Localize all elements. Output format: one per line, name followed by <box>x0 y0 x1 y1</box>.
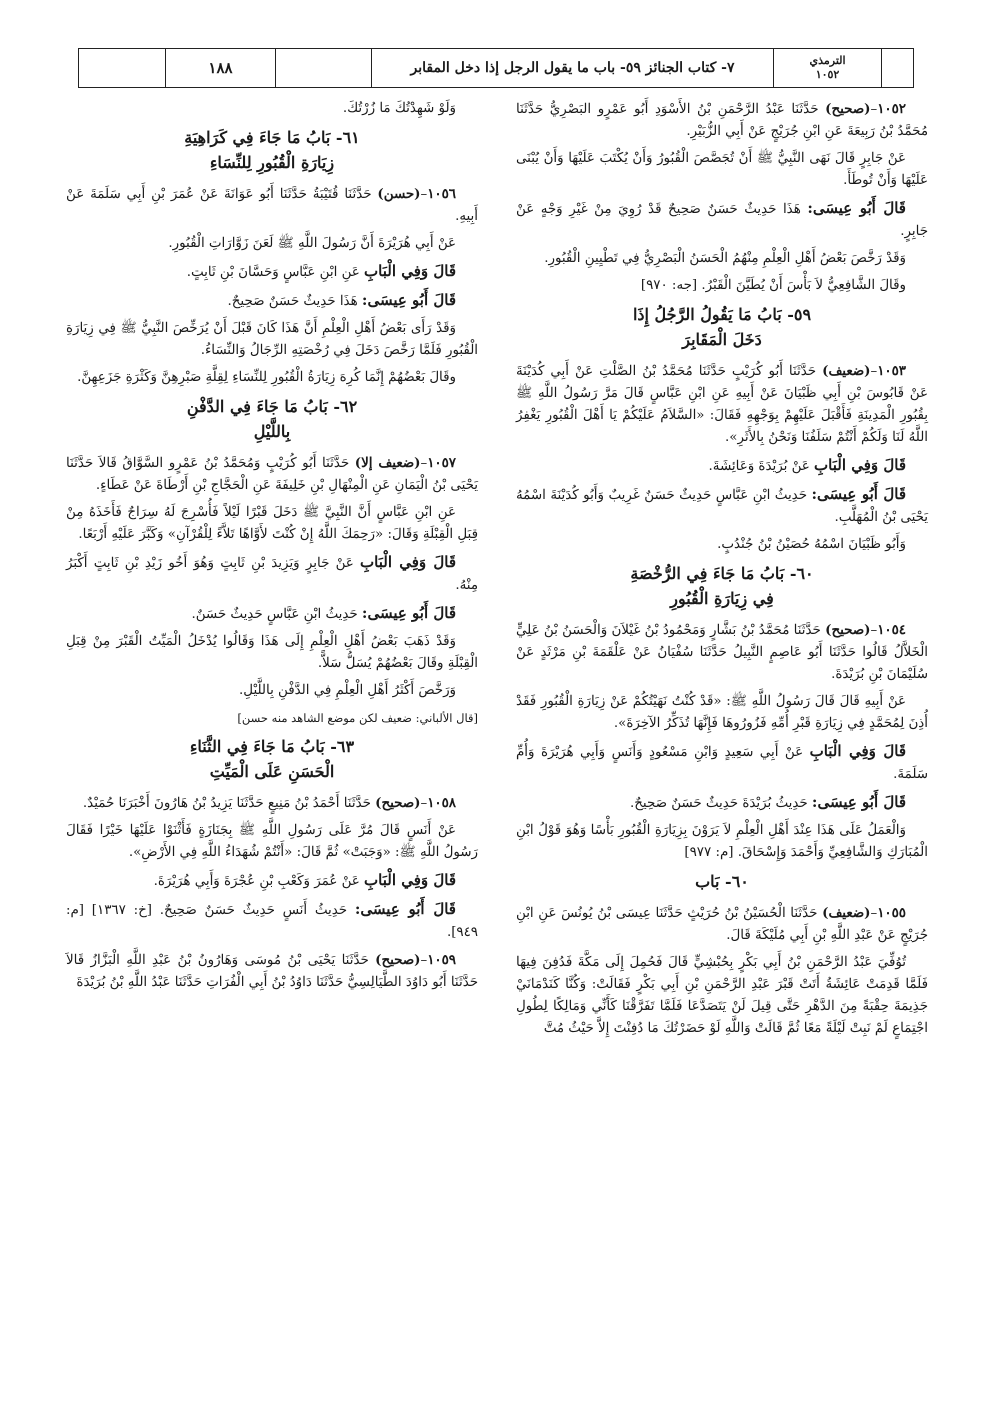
commentary-text: عَنْ جَابِرٍ وَيَزِيدَ بْنِ ثَابِتٍ وَهُوَ أَخُو زَيْدِ بْنِ ثَابِتٍ أَكْبَرُ مِنْهُ. <box>66 556 478 593</box>
commentary-lead: قَالَ وَفِي الْبَابِ <box>364 262 456 280</box>
chapter-line-1: ٦٠- بَابُ مَا جَاءَ فِي الرُّخْصَةِ <box>630 564 814 583</box>
commentary-paragraph <box>516 791 928 815</box>
header-book-ref: الترمذي <box>809 54 846 67</box>
commentary-paragraph <box>66 602 478 626</box>
text-paragraph: تُوُفِّيَ عَبْدُ الرَّحْمَنِ بْنُ أَبِي بَكْرٍ بِحُبْشِيٍّ قَالَ فَحُمِلَ إِلَى مَكَّةَ فَدُفِنَ فِيهَا فَلَمَّا قَدِمَتْ عَائِشَةُ أَتَتْ قَبْرَ عَبْدِ الرَّحْمَنِ بْنِ أَبِي بَكْرٍ فَقَالَتْ: وَكُنَّا كَنَدْمَانَيْ جَذِيمَةَ حِقْبَةً مِنَ الدَّهْرِ حَتَّى قِيلَ لَنْ يَتَصَدَّعَا فَلَمَّا تَفَرَّقْنَا كَأَنِّي وَمَالِكًا لِطُولِ اجْتِمَاعٍ لَمْ نَبِتْ لَيْلَةً مَعًا ثُمَّ قَالَتْ وَاللَّهِ لَوْ حَضَرْتُكَ مَا دُفِنْتَ إِلاَّ حَيْثُ مُتَّ <box>516 955 928 1036</box>
hadith-number: ١٠٥٧ <box>427 455 456 471</box>
commentary-lead: قَالَ أَبُو عِيسَى: <box>354 900 456 918</box>
chapter-line-2: فِي زِيَارَةِ الْقُبُورِ <box>670 589 774 608</box>
header-hadith-reference <box>773 49 881 87</box>
albani-note: [قال الألباني: ضعيف لكن موضع الشاهد منه حسن] <box>237 711 478 725</box>
left-column <box>66 98 478 999</box>
commentary-lead: قَالَ وَفِي الْبَابِ <box>809 742 906 760</box>
text-paragraph: وقَالَ بَعْضُهُمْ إِنَّمَا كُرِهَ زِيَارَةُ الْقُبُورِ لِلنِّسَاءِ لِقِلَّةِ صَبْرِهِنَّ وَكَثْرَةِ جَزَعِهِنَّ. <box>77 370 456 385</box>
text-paragraph: عَنْ أَنَسٍ قَالَ مُرَّ عَلَى رَسُولِ اللَّهِ ﷺ بِجَنَازَةٍ فَأَثْنَوْا عَلَيْهَا خَيْرًا فَقَالَ رَسُولُ اللَّهِ ﷺ: «وَجَبَتْ» ثُمَّ قَالَ: «أَنْتُمْ شُهَدَاءُ اللَّهِ فِي الأَرْضِ». <box>66 823 478 860</box>
commentary-text: حَدِيثُ بُرَيْدَةَ حَدِيثٌ حَسَنٌ صَحِيحٌ. <box>630 796 808 811</box>
hadith-grade: (صحيح) <box>825 622 871 638</box>
chapter-heading <box>66 394 478 444</box>
header-blank-right <box>881 49 913 87</box>
chapter-heading <box>516 561 928 611</box>
commentary-lead: قَالَ أَبُو عِيسَى: <box>811 793 906 811</box>
header-hadith-ref: ١٠٥٢ <box>815 68 840 81</box>
commentary-text: هَذَا حَدِيثٌ حَسَنٌ صَحِيحٌ. <box>227 294 358 309</box>
commentary-paragraph <box>66 898 478 944</box>
header-blank-middle <box>275 49 371 87</box>
commentary-lead: قَالَ أَبُو عِيسَى: <box>807 199 906 217</box>
hadith-text: حَدَّثَنَا أَحْمَدُ بْنُ مَنِيعٍ حَدَّثَنَا يَزِيدُ بْنُ هَارُونَ أَخْبَرَنَا حُمَيْدٌ. <box>82 796 371 811</box>
hadith-paragraph: ١٠٥٦–(حسن) حَدَّثَنَا قُتَيْبَةُ حَدَّثَنَا أَبُو عَوَانَةَ عَنْ عُمَرَ بْنِ أَبِي سَلَمَةَ عَنْ أَبِيهِ. <box>66 186 478 224</box>
chapter-heading <box>516 869 928 894</box>
text-paragraph: عَنِ ابْنِ عَبَّاسٍ أَنَّ النَّبِيَّ ﷺ دَخَلَ قَبْرًا لَيْلاً فَأُسْرِجَ لَهُ سِرَاجٌ فَأَخَذَهُ مِنْ قِبَلِ الْقِبْلَةِ وَقَالَ: «رَحِمَكَ اللَّهُ إِنْ كُنْتَ لأَوَّاهًا تَلاَّءً لِلْقُرْآنِ» وَكَبَّرَ عَلَيْهِ أَرْبَعًا. <box>66 505 478 542</box>
chapter-line-2: دَخَلَ الْمَقَابِرَ <box>682 330 762 349</box>
hadith-text: حَدَّثَنَا مُحَمَّدُ بْنُ بَشَّارٍ وَمَحْمُودُ بْنُ غَيْلاَنَ وَالْحَسَنُ بْنُ عَلِيٍّ الْخَلاَّلُ قَالُوا حَدَّثَنَا أَبُو عَاصِمٍ النَّبِيلُ حَدَّثَنَا سُفْيَانُ عَنْ عَلْقَمَةَ بْنِ مَرْثَدٍ عَنْ سُلَيْمَانَ بْنِ بُرَيْدَةَ. <box>516 623 928 682</box>
page-header <box>78 48 914 88</box>
text-paragraph: وَأَبُو ظَبْيَانَ اسْمُهُ حُصَيْنُ بْنُ جُنْدُبٍ. <box>717 537 906 552</box>
header-title: ٧- كتاب الجنائز ٥٩- باب ما يقول الرجل إذا دخل المقابر <box>371 49 773 87</box>
commentary-lead: قَالَ أَبُو عِيسَى: <box>361 291 456 309</box>
text-paragraph: وَقَدْ رَخَّصَ بَعْضُ أَهْلِ الْعِلْمِ مِنْهُمُ الْحَسَنُ الْبَصْرِيُّ فِي تَطْيِينِ الْقُبُورِ. <box>544 251 906 266</box>
commentary-lead: قَالَ وَفِي الْبَابِ <box>814 456 906 474</box>
commentary-lead: قَالَ وَفِي الْبَابِ <box>360 553 456 571</box>
hadith-text: حَدَّثَنَا الْحُسَيْنُ بْنُ حُرَيْثٍ حَدَّثَنَا عِيسَى بْنُ يُونُسَ عَنِ ابْنِ جُرَيْجٍ عَنْ عَبْدِ اللَّهِ بْنِ أَبِي مُلَيْكَةَ قَالَ. <box>516 906 928 943</box>
chapter-line-1: ٦١- بَابُ مَا جَاءَ فِي كَرَاهِيَةِ <box>184 128 360 147</box>
hadith-paragraph: ١٠٥٤–(صحيح) حَدَّثَنَا مُحَمَّدُ بْنُ بَشَّارٍ وَمَحْمُودُ بْنُ غَيْلاَنَ وَالْحَسَنُ بْنُ عَلِيٍّ الْخَلاَّلُ قَالُوا حَدَّثَنَا أَبُو عَاصِمٍ النَّبِيلُ حَدَّثَنَا سُفْيَانُ عَنْ عَلْقَمَةَ بْنِ مَرْثَدٍ عَنْ سُلَيْمَانَ بْنِ بُرَيْدَةَ. <box>516 622 928 682</box>
chapter-heading <box>66 734 478 784</box>
chapter-line-2: زِيَارَةِ الْقُبُورِ لِلنِّسَاءِ <box>209 153 335 172</box>
right-column <box>516 98 928 1045</box>
commentary-paragraph <box>66 260 478 284</box>
hadith-number: ١٠٥٦ <box>427 186 456 202</box>
hadith-grade: (صحيح) <box>375 952 421 968</box>
hadith-grade: (ضعيف إلا) <box>354 455 421 471</box>
header-blank-left <box>79 49 165 87</box>
commentary-text: عَنْ عُمَرَ وَكَعْبِ بْنِ عُجْرَةَ وَأَبِي هُرَيْرَةَ. <box>153 874 360 889</box>
commentary-text: حَدِيثُ أَنَسٍ حَدِيثٌ حَسَنٌ صَحِيحٌ. [خ: ١٣٦٧] [م: ٩٤٩]. <box>66 903 478 940</box>
commentary-text: حَدِيثُ ابْنِ عَبَّاسٍ حَدِيثٌ حَسَنٌ غَرِيبٌ وَأَبُو كُدَيْنَةَ اسْمُهُ يَحْيَى بْنُ الْمُهَلَّبِ. <box>516 488 928 525</box>
hadith-text: حَدَّثَنَا أَبُو كُرَيْبٍ حَدَّثَنَا مُحَمَّدُ بْنُ الصَّلْتِ عَنْ أَبِي كُدَيْنَةَ عَنْ قَابُوسَ بْنِ أَبِي ظَبْيَانَ عَنْ أَبِيهِ عَنِ ابْنِ عَبَّاسٍ قَالَ مَرَّ رَسُولُ اللَّهِ ﷺ بِقُبُورِ الْمَدِينَةِ فَأَقْبَلَ عَلَيْهِمْ بِوَجْهِهِ فَقَالَ: «السَّلاَمُ عَلَيْكُمْ يَا أَهْلَ الْقُبُورِ يَغْفِرُ اللَّهُ لَنَا وَلَكُمْ أَنْتُمْ سَلَفُنَا وَنَحْنُ بِالأَثَرِ». <box>516 364 928 445</box>
text-paragraph: وَقَدْ رَأَى بَعْضُ أَهْلِ الْعِلْمِ أَنَّ هَذَا كَانَ قَبْلَ أَنْ يُرَخِّصَ النَّبِيُّ ﷺ فِي زِيَارَةِ الْقُبُورِ فَلَمَّا رَخَّصَ دَخَلَ فِي رُخْصَتِهِ الرِّجَالُ وَالنِّسَاءُ. <box>66 321 478 358</box>
commentary-lead: قَالَ أَبُو عِيسَى: <box>811 485 906 503</box>
hadith-text: حَدَّثَنَا عَبْدُ الرَّحْمَنِ بْنُ الأَسْوَدِ أَبُو عَمْرٍو البَصْرِيُّ حَدَّثَنَا مُحَمَّدُ بْنُ رَبِيعَةَ عَنِ ابْنِ جُرَيْجٍ عَنْ أَبِي الزُّبَيْرِ. <box>516 102 928 139</box>
hadith-text: حَدَّثَنَا يَحْيَى بْنُ مُوسَى وَهَارُونُ بْنُ عَبْدِ اللَّهِ الْبَزَّازُ قَالاَ حَدَّثَنَا أَبُو دَاوُدَ الطَّيَالِسِيُّ حَدَّثَنَا دَاوُدُ بْنُ أَبِي الْفُرَاتِ حَدَّثَنَا عَبْدُ اللَّهِ بْنُ بُرَيْدَةَ <box>66 953 478 990</box>
commentary-lead: قَالَ وَفِي الْبَابِ <box>364 871 456 889</box>
chapter-line-2: بِاللَّيْلِ <box>253 422 291 441</box>
commentary-paragraph <box>66 289 478 313</box>
hadith-paragraph: ١٠٥٥–(ضعيف) حَدَّثَنَا الْحُسَيْنُ بْنُ حُرَيْثٍ حَدَّثَنَا عِيسَى بْنُ يُونُسَ عَنِ ابْنِ جُرَيْجٍ عَنْ عَبْدِ اللَّهِ بْنِ أَبِي مُلَيْكَةَ قَالَ. <box>516 905 928 943</box>
commentary-lead: قَالَ أَبُو عِيسَى: <box>361 604 456 622</box>
chapter-line-1: ٥٩- بَابُ مَا يَقُولُ الرَّجُلُ إِذَا <box>632 305 812 324</box>
text-paragraph: وقَالَ الشَّافِعِيُّ لاَ بَأْسَ أَنْ يُطَيَّنَ الْقَبْرُ. [جه: ٩٧٠] <box>640 278 906 293</box>
text-paragraph: عَنْ جَابِرٍ قَالَ نَهَى النَّبِيُّ ﷺ أَنْ تُجَصَّصَ الْقُبُورُ وَأَنْ يُكْتَبَ عَلَيْهَا وَأَنْ يُبْنَى عَلَيْهَا وَأَنْ تُوطَأَ. <box>516 151 928 188</box>
hadith-text: حَدَّثَنَا قُتَيْبَةُ حَدَّثَنَا أَبُو عَوَانَةَ عَنْ عُمَرَ بْنِ أَبِي سَلَمَةَ عَنْ أَبِيهِ. <box>66 187 478 224</box>
hadith-paragraph: ١٠٥٣–(ضعيف) حَدَّثَنَا أَبُو كُرَيْبٍ حَدَّثَنَا مُحَمَّدُ بْنُ الصَّلْتِ عَنْ أَبِي كُدَيْنَةَ عَنْ قَابُوسَ بْنِ أَبِي ظَبْيَانَ عَنْ أَبِيهِ عَنِ ابْنِ عَبَّاسٍ قَالَ مَرَّ رَسُولُ اللَّهِ ﷺ بِقُبُورِ الْمَدِينَةِ فَأَقْبَلَ عَلَيْهِمْ بِوَجْهِهِ فَقَالَ: «السَّلاَمُ عَلَيْكُمْ يَا أَهْلَ الْقُبُورِ يَغْفِرُ اللَّهُ لَنَا وَلَكُمْ أَنْتُمْ سَلَفُنَا وَنَحْنُ بِالأَثَرِ». <box>516 363 928 445</box>
commentary-text: عَنْ بُرَيْدَةَ وَعَائِشَةَ. <box>708 459 810 474</box>
hadith-grade: (ضعيف) <box>822 905 871 921</box>
text-paragraph: وَلَوْ شَهِدْتُكَ مَا زُرْتُكَ. <box>342 101 456 116</box>
chapter-heading <box>516 302 928 352</box>
commentary-paragraph <box>516 483 928 529</box>
commentary-paragraph <box>516 197 928 243</box>
page-number: ١٨٨ <box>165 49 275 87</box>
hadith-number: ١٠٥٩ <box>427 952 456 968</box>
hadith-grade: (حسن) <box>377 186 421 202</box>
commentary-text: عَنِ ابْنِ عَبَّاسٍ وَحَسَّانَ بْنِ ثَابِتٍ. <box>186 265 360 280</box>
commentary-paragraph <box>66 869 478 893</box>
hadith-number: ١٠٥٨ <box>427 795 456 811</box>
commentary-text: حَدِيثُ ابْنِ عَبَّاسٍ حَدِيثٌ حَسَنٌ. <box>191 607 358 622</box>
hadith-paragraph: ١٠٥٨–(صحيح) حَدَّثَنَا أَحْمَدُ بْنُ مَنِيعٍ حَدَّثَنَا يَزِيدُ بْنُ هَارُونَ أَخْبَرَنَا حُمَيْدٌ. <box>82 795 456 811</box>
text-paragraph: وَقَدْ ذَهَبَ بَعْضُ أَهْلِ الْعِلْمِ إِلَى هَذَا وَقَالُوا يُدْخَلُ الْمَيِّتُ الْقَبْرَ مِنْ قِبَلِ الْقِبْلَةِ وقَالَ بَعْضُهُمْ يُسَلُّ سَلاًّ. <box>66 634 478 671</box>
hadith-grade: (صحيح) <box>825 101 871 117</box>
commentary-paragraph <box>66 551 478 597</box>
text-paragraph: عَنْ أَبِيهِ قَالَ قَالَ رَسُولُ اللَّهِ ﷺ: «قَدْ كُنْتُ نَهَيْتُكُمْ عَنْ زِيَارَةِ الْقُبُورِ فَقَدْ أُذِنَ لِمُحَمَّدٍ فِي زِيَارَةِ قَبْرِ أُمِّهِ فَزُورُوهَا فَإِنَّهَا تُذَكِّرُ الآخِرَةَ». <box>516 694 928 731</box>
hadith-paragraph: ١٠٥٢–(صحيح) حَدَّثَنَا عَبْدُ الرَّحْمَنِ بْنُ الأَسْوَدِ أَبُو عَمْرٍو البَصْرِيُّ حَدَّثَنَا مُحَمَّدُ بْنُ رَبِيعَةَ عَنِ ابْنِ جُرَيْجٍ عَنْ أَبِي الزُّبَيْرِ. <box>516 101 928 139</box>
hadith-number: ١٠٥٢ <box>877 101 906 117</box>
commentary-text: عَنْ أَبِي سَعِيدٍ وَابْنِ مَسْعُودٍ وَأَنَسٍ وَأَبِي هُرَيْرَةَ وَأُمِّ سَلَمَةَ. <box>516 745 928 782</box>
text-paragraph: عَنْ أَبِي هُرَيْرَةَ أَنَّ رَسُولَ اللَّهِ ﷺ لَعَنَ زَوَّارَاتِ الْقُبُورِ. <box>168 236 456 251</box>
commentary-text: هَذَا حَدِيثٌ حَسَنٌ صَحِيحٌ قَدْ رُوِيَ مِنْ غَيْرِ وَجْهٍ عَنْ جَابِرٍ. <box>516 202 928 239</box>
hadith-grade: (صحيح) <box>375 795 421 811</box>
hadith-text: حَدَّثَنَا أَبُو كُرَيْبٍ وَمُحَمَّدُ بْنُ عَمْرٍو السَّوَّاقُ قَالاَ حَدَّثَنَا يَحْيَى بْنُ الْيَمَانِ عَنِ الْمِنْهَالِ بْنِ خَلِيفَةَ عَنِ الْحَجَّاجِ بْنِ أَرْطَاةَ عَنْ عَطَاءٍ. <box>66 456 478 493</box>
text-paragraph: وَالْعَمَلُ عَلَى هَذَا عِنْدَ أَهْلِ الْعِلْمِ لاَ يَرَوْنَ بِزِيَارَةِ الْقُبُورِ بَأْسًا وَهُوَ قَوْلُ ابْنِ الْمُبَارَكِ وَالشَّافِعِيِّ وَأَحْمَدَ وَإِسْحَاقَ. [م: ٩٧٧] <box>516 823 928 860</box>
text-paragraph: وَرَخَّصَ أَكْثَرُ أَهْلِ الْعِلْمِ فِي الدَّفْنِ بِاللَّيْلِ. <box>239 683 456 698</box>
chapter-line-1: ٦٢- بَابُ مَا جَاءَ فِي الدَّفْنِ <box>186 397 358 416</box>
commentary-paragraph <box>516 740 928 786</box>
chapter-heading <box>66 125 478 175</box>
chapter-line-1: ٦٣- بَابُ مَا جَاءَ فِي الثَّنَاءِ <box>189 737 355 756</box>
chapter-line-1: ٦٠- بَاب <box>695 872 749 891</box>
hadith-grade: (ضعيف) <box>822 363 871 379</box>
hadith-number: ١٠٥٤ <box>877 622 906 638</box>
hadith-paragraph: ١٠٥٩–(صحيح) حَدَّثَنَا يَحْيَى بْنُ مُوسَى وَهَارُونُ بْنُ عَبْدِ اللَّهِ الْبَزَّازُ قَالاَ حَدَّثَنَا أَبُو دَاوُدَ الطَّيَالِسِيُّ حَدَّثَنَا دَاوُدُ بْنُ أَبِي الْفُرَاتِ حَدَّثَنَا عَبْدُ اللَّهِ بْنُ بُرَيْدَةَ <box>66 952 478 990</box>
chapter-line-2: الْحَسَنِ عَلَى الْمَيِّتِ <box>209 762 335 781</box>
hadith-paragraph: ١٠٥٧–(ضعيف إلا) حَدَّثَنَا أَبُو كُرَيْبٍ وَمُحَمَّدُ بْنُ عَمْرٍو السَّوَّاقُ قَالاَ حَدَّثَنَا يَحْيَى بْنُ الْيَمَانِ عَنِ الْمِنْهَالِ بْنِ خَلِيفَةَ عَنِ الْحَجَّاجِ بْنِ أَرْطَاةَ عَنْ عَطَاءٍ. <box>66 455 478 493</box>
hadith-number: ١٠٥٣ <box>877 363 906 379</box>
hadith-number: ١٠٥٥ <box>877 905 906 921</box>
commentary-paragraph <box>516 454 928 478</box>
